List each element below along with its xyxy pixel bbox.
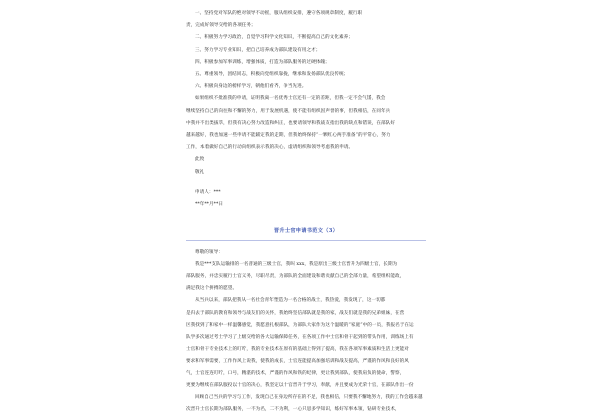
text-line: 五、尊重领导，团结同志，积极向党组织靠拢，继承和发扬部队优良传统； <box>195 72 349 78</box>
text-line: 气，士官连连叮咛，口号，精湛的技术，严谨的作风和铁的纪律，更让我到部队，使我肩负的使命，警察， <box>186 370 405 376</box>
text-line: 满足我这个拼搏的愿望。 <box>186 286 238 292</box>
closing-line: 此致 <box>195 157 205 163</box>
text-line: 我是***支队运输排的一名普通的三级士官，我叫 xxx，我是原出三级士官晋升为四级士官，长期为 <box>195 262 398 268</box>
text-line: 队学多次通过考士学习了上级交给的各大运输保障任务，在各项工作中士官和骨干起到的带头作用，训练场上有 <box>186 334 414 340</box>
application-part-2 <box>186 247 426 416</box>
text-line: 二、积极努力学习政治，自觉学习科学文化知识，不断提高自己的文化素养； <box>195 35 353 41</box>
title-divider <box>186 240 426 241</box>
text-line: 中我并不出类拔萃，但我有决心努力改造和纠正，也要请领导和我战友指出我的缺点和错误，在部队好 <box>186 120 395 126</box>
closing-salutation <box>186 154 426 178</box>
text-line: 四、积极参加军事训练，增强体质，打造为部队服务的过硬体魄； <box>195 59 330 65</box>
text-line: 更要为继续在部队服役以十官的决心，我坚定以十官晋升于学习，奉献，并且要成为光荣十官，在部队作出一份 <box>186 383 414 389</box>
text-line: 士官和骨干专业技术上的叮咛，我的专业技术在原有的基础上得到了提高，我在各项军事素质和生活上更能对 <box>186 346 409 352</box>
text-line: 工作，本着做好自己的行动向组织表示我的决心，虚请组织和领导考虑我的申请。 <box>186 145 354 151</box>
section-title: 晋升士官申请书范文（3） <box>273 227 339 234</box>
document-body <box>186 8 426 416</box>
date-line: **年**月**日 <box>195 201 224 207</box>
text-line: 一、坚持党对军队的绝对领导不动摇，服从组织安排，遵守各项规章制度，履行职 <box>195 11 363 16</box>
text-line: 继续坚持自己的向往和不懈的努力，用于发展机遇，使不能有组织因声誉的事，但我相信，在同年兵 <box>186 108 391 114</box>
text-line: 从当兵以来，部队把我从一名社会青年塑造为一名合格的战士，我热爱，我发现了，这一切都 <box>195 298 386 304</box>
salutation: 尊敬的领导： <box>195 250 223 256</box>
text-line: 区我找到了和家中一样温馨感觉，我愿意扎根部队，为部队大家作为这个温暖的“家庭”中的一员，我报名于在运 <box>186 322 414 328</box>
text-line: 回顾自己当兵的学习与工作，发现自己在身边所存在的不足，我也相信，只要我不懈地努力，我的工作会越来越 <box>195 395 423 401</box>
application-part-1 <box>186 8 426 154</box>
text-line: 越来越好，我也加速一些申请不能辅定我的走期，但我始终保持“一颗红心两手准备”的平常心，努力 <box>186 133 391 139</box>
text-line: 六、积极向身边的榜样学习，朝他们看齐，争当先进。 <box>195 84 307 90</box>
closing-line: 敬礼 <box>195 169 205 175</box>
applicant-label: 申请人：*** <box>195 189 221 195</box>
text-line: 是归去于部队的教育和领导与战友们的关怀，我始终坚信部队就是我的家，战友们就是我的兄弟姐妹，在营 <box>186 310 405 316</box>
text-line: 要求和军事需要，工作作风上说我，使我的成长，士官连能提高加强培训和战友提高，严谨的作风和良好的风 <box>186 358 409 364</box>
text-line: 责，完成好领导交给的各项任务； <box>186 23 256 29</box>
text-line: 如果组织不批准我的申请，证明我离一名优秀士官还有一定的差距，但我一定不会气馁，我会 <box>195 96 386 102</box>
text-line: 三、努力学习专业知识，把自己培养成为部队建设有用之才； <box>195 47 321 53</box>
signature-block <box>186 187 426 211</box>
text-line: 次晋升士官长期为部队服务，一不为名，二不为利，一心只思多学知识，练好军事本领，钻研专业技术， <box>186 407 400 413</box>
text-line: 部队服务，并忠实履行士官义务，尽职尽责，为部队的全面建设和谐贡献自己的全部力量，希望组织能政， <box>186 274 405 280</box>
